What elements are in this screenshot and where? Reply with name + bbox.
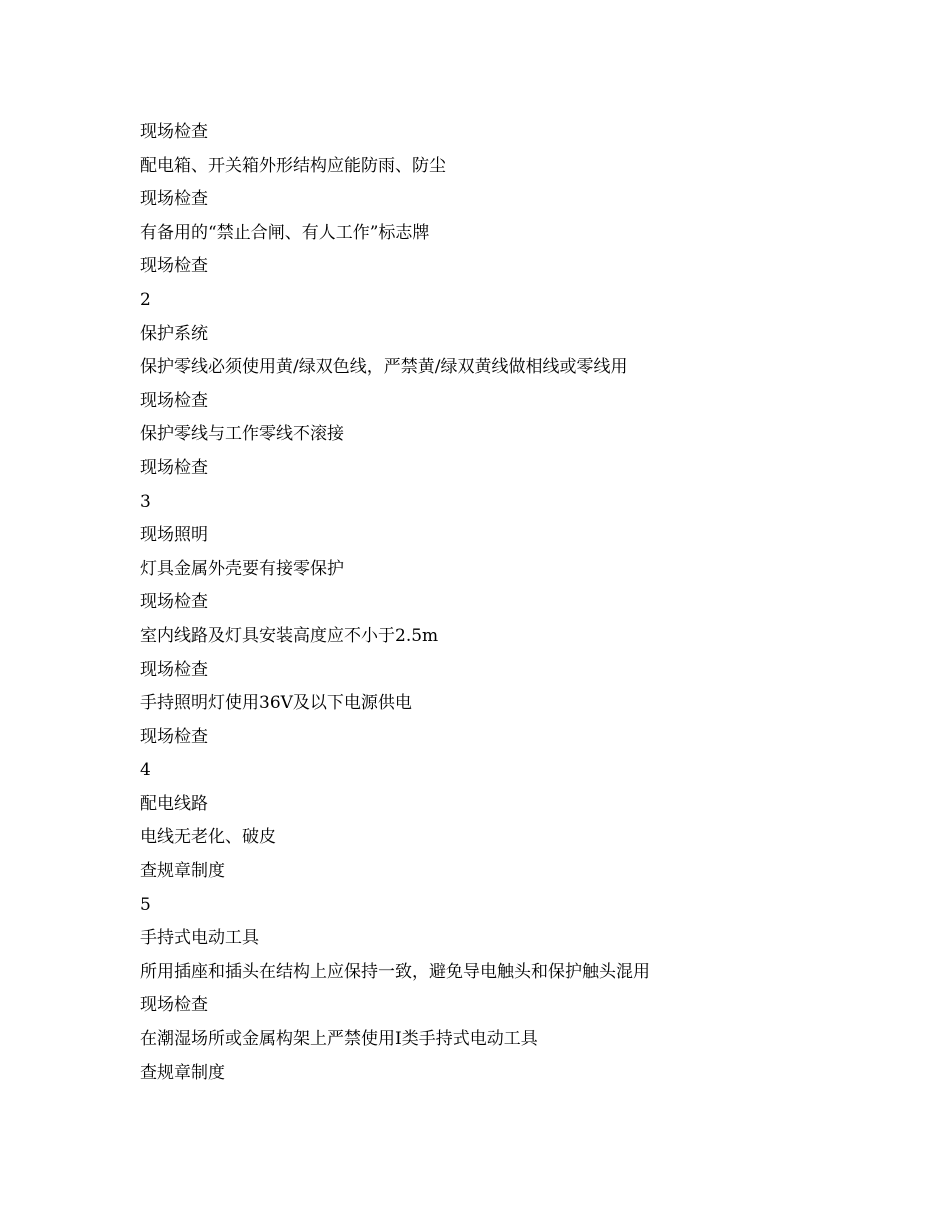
check-method-text: 现场检查 <box>140 995 208 1016</box>
requirement-text: 有备用的“禁止合闸、有人工作”标志牌 <box>140 222 430 243</box>
check-method-text: 现场检查 <box>140 592 208 613</box>
requirement-text: 电线无老化、破皮 <box>140 827 276 848</box>
check-method-text: 查规章制度 <box>140 1062 225 1083</box>
requirement-text: 保护零线与工作零线不滚接 <box>140 424 344 445</box>
requirement-text: 在潮湿场所或金属构架上严禁使用I类手持式电动工具 <box>140 1029 538 1050</box>
requirement-text: 配电箱、开关箱外形结构应能防雨、防尘 <box>140 155 446 176</box>
requirement-text: 室内线路及灯具安装高度应不小于2.5m <box>140 625 439 646</box>
document-body <box>140 116 900 1090</box>
requirement-text: 保护零线必须使用黄/绿双色线，严禁黄/绿双黄线做相线或零线用 <box>140 357 628 378</box>
item-category: 手持式电动工具 <box>140 928 259 949</box>
check-method-text: 现场检查 <box>140 457 208 478</box>
requirement-text: 灯具金属外壳要有接零保护 <box>140 558 344 579</box>
item-number: 5 <box>140 894 151 915</box>
check-method-text: 现场检查 <box>140 122 208 142</box>
requirement-text: 所用插座和插头在结构上应保持一致，避免导电触头和保护触头混用 <box>140 961 650 982</box>
check-method-text: 现场检查 <box>140 390 208 411</box>
check-method-text: 查规章制度 <box>140 861 225 882</box>
item-category: 配电线路 <box>140 793 208 814</box>
item-category: 保护系统 <box>140 323 208 344</box>
item-number: 4 <box>140 760 151 781</box>
check-method-text: 现场检查 <box>140 189 208 210</box>
item-number: 2 <box>140 289 151 310</box>
requirement-text: 手持照明灯使用36V及以下电源供电 <box>140 693 412 714</box>
check-method-text: 现场检查 <box>140 659 208 680</box>
check-method-text: 现场检查 <box>140 256 208 277</box>
item-number: 3 <box>140 491 151 512</box>
item-category: 现场照明 <box>140 525 208 546</box>
check-method-text: 现场检查 <box>140 726 208 747</box>
